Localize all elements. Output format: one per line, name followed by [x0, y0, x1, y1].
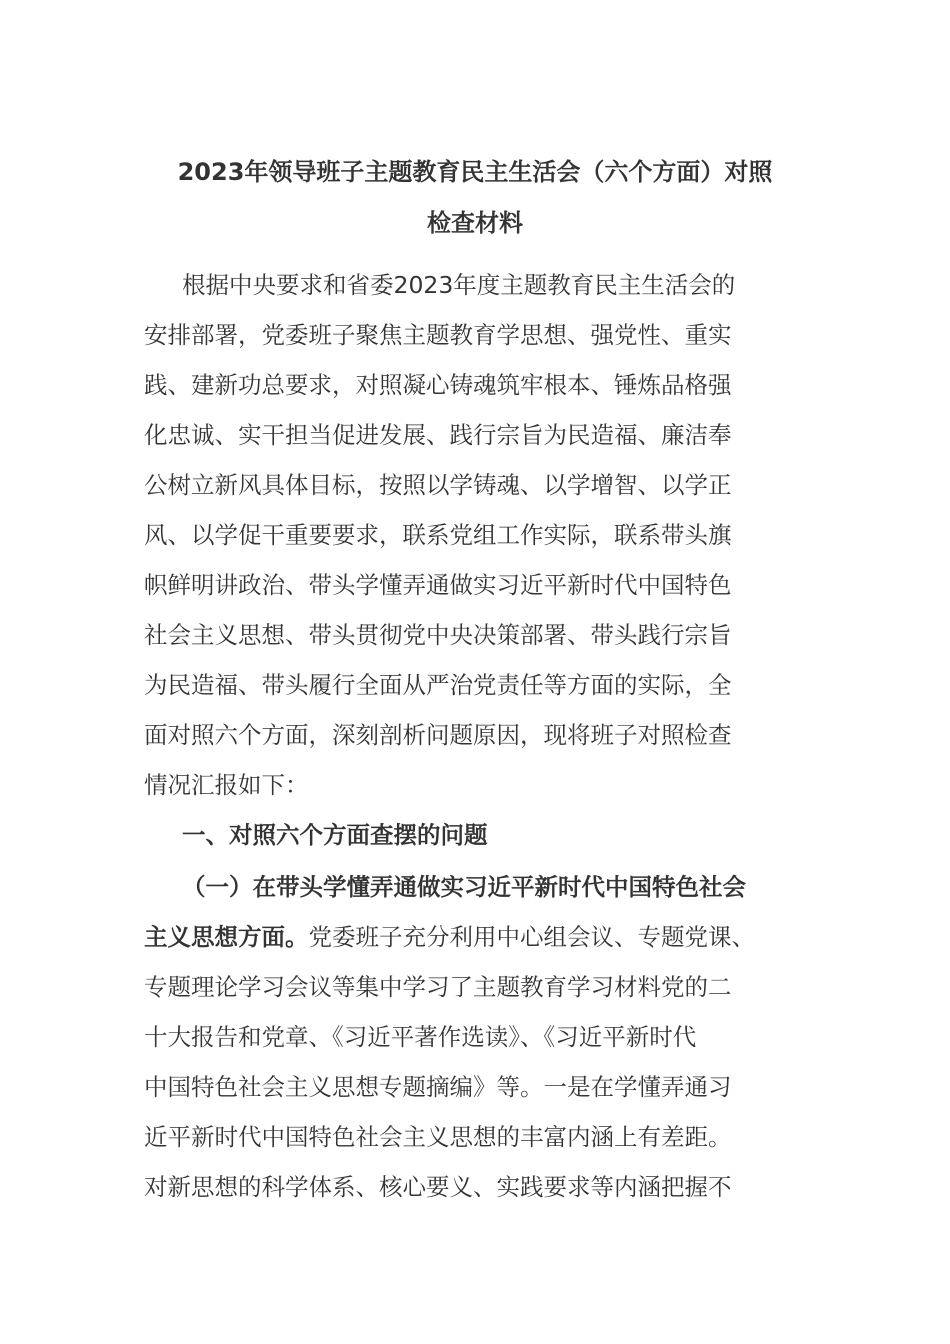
- body-line: 十大报告和党章、《习近平著作选读》、《习近平新时代: [144, 1023, 697, 1051]
- body-line: 对新思想的科学体系、核心要义、实践要求等内涵把握不: [144, 1173, 732, 1201]
- subsection-heading: （一）在带头学懂弄通做实习近平新时代中国特色社会: [182, 873, 746, 901]
- document-title-line-2: 检查材料: [427, 209, 523, 237]
- intro-line: 为民造福、带头履行全面从严治党责任等方面的实际，全: [144, 671, 732, 699]
- intro-line: 帜鲜明讲政治、带头学懂弄通做实习近平新时代中国特色: [144, 571, 732, 599]
- intro-line: 根据中央要求和省委2023年度主题教育民主生活会的: [182, 271, 736, 299]
- intro-line: 社会主义思想、带头贯彻党中央决策部署、带头践行宗旨: [144, 621, 732, 649]
- subsection-heading-end: 主义思想方面。: [144, 923, 309, 951]
- section-heading: 一、对照六个方面查摆的问题: [182, 821, 488, 849]
- intro-line: 情况汇报如下：: [144, 771, 309, 799]
- body-line: 近平新时代中国特色社会主义思想的丰富内涵上有差距。: [144, 1123, 732, 1151]
- intro-line: 践、建新功总要求，对照凝心铸魂筑牢根本、锤炼品格强: [144, 371, 732, 399]
- intro-line: 面对照六个方面，深刻剖析问题原因，现将班子对照检查: [144, 721, 732, 749]
- body-line: 专题理论学习会议等集中学习了主题教育学习材料党的二: [144, 973, 732, 1001]
- subsection-line: [144, 921, 755, 953]
- body-line: 中国特色社会主义思想专题摘编》等。一是在学懂弄通习: [144, 1073, 732, 1101]
- body-text: 党委班子充分利用中心组会议、专题党课、: [308, 923, 755, 951]
- document-title-line-1: 2023年领导班子主题教育民主生活会（六个方面）对照: [177, 158, 773, 186]
- intro-line: 化忠诚、实干担当促进发展、践行宗旨为民造福、廉洁奉: [144, 421, 732, 449]
- intro-line: 风、以学促干重要要求，联系党组工作实际，联系带头旗: [144, 521, 732, 549]
- intro-line: 安排部署，党委班子聚焦主题教育学思想、强党性、重实: [144, 321, 732, 349]
- intro-line: 公树立新风具体目标，按照以学铸魂、以学增智、以学正: [144, 471, 732, 499]
